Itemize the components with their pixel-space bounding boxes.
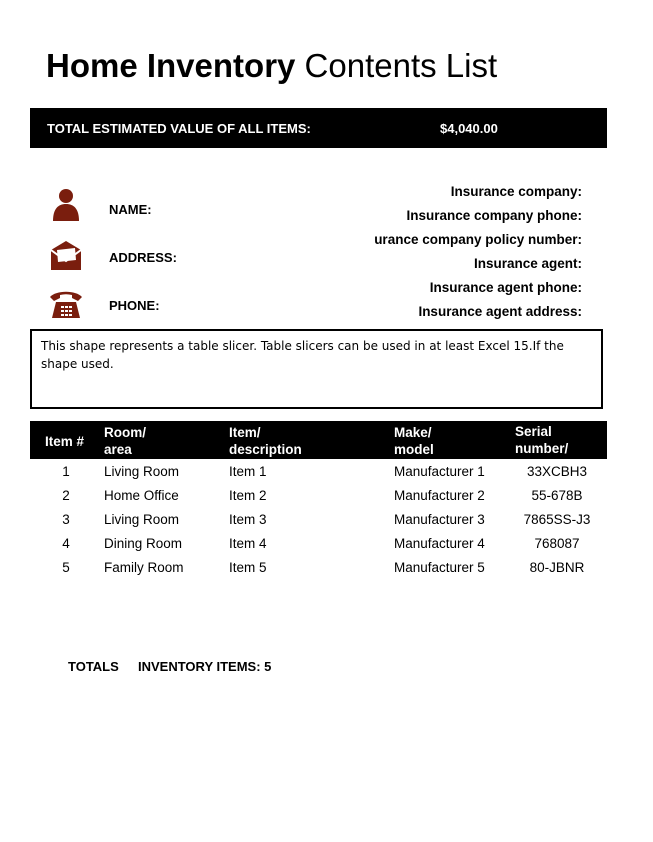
cell-item-description: Item 1 — [229, 464, 267, 479]
page-title — [46, 46, 497, 86]
insurance-agent-label: Insurance agent: — [473, 256, 582, 271]
title-normal: Contents List — [295, 47, 498, 84]
cell-make-model: Manufacturer 3 — [394, 512, 485, 527]
name-label: NAME: — [109, 202, 152, 217]
total-value-label: TOTAL ESTIMATED VALUE OF ALL ITEMS: — [47, 121, 311, 136]
total-value-bar — [30, 108, 607, 148]
header-room-line2: area — [104, 442, 132, 457]
cell-serial-number: 55-678B — [531, 488, 583, 503]
cell-item-description: Item 3 — [229, 512, 267, 527]
header-item-number — [45, 433, 84, 450]
cell-item-description: Item 2 — [229, 488, 267, 503]
table-slicer-placeholder: This shape represents a table slicer. Table slicers can be used in at least Excel 15.If the shape used. — [30, 329, 603, 409]
insurance-fields — [330, 182, 582, 326]
header-description-line2: description — [229, 442, 302, 457]
cell-room-area: Dining Room — [104, 536, 183, 551]
cell-item-description: Item 4 — [229, 536, 267, 551]
person-icon — [48, 187, 84, 223]
cell-make-model: Manufacturer 2 — [394, 488, 485, 503]
cell-item-number: 2 — [62, 488, 70, 503]
header-serial-number — [515, 423, 568, 457]
table-row — [30, 556, 607, 580]
telephone-icon — [48, 287, 84, 323]
total-value-amount: $4,040.00 — [440, 121, 498, 136]
cell-item-number: 3 — [62, 512, 70, 527]
inventory-items-total: INVENTORY ITEMS: 5 — [138, 659, 272, 674]
cell-serial-number: 80-JBNR — [529, 560, 585, 575]
cell-make-model: Manufacturer 5 — [394, 560, 485, 575]
cell-serial-number: 768087 — [534, 536, 580, 551]
insurance-company-phone-label: Insurance company phone: — [406, 208, 582, 223]
table-header — [30, 421, 607, 459]
header-item-number-text: Item # — [45, 434, 85, 449]
cell-item-number: 1 — [62, 464, 70, 479]
insurance-agent-address-label: Insurance agent address: — [418, 304, 582, 319]
insurance-agent-phone-label: Insurance agent phone: — [429, 280, 582, 295]
cell-room-area: Home Office — [104, 488, 179, 503]
header-make-line1: Make/ — [394, 425, 432, 440]
header-room-area — [104, 424, 146, 458]
table-row — [30, 484, 607, 508]
cell-item-number: 4 — [62, 536, 70, 551]
header-room-line1: Room/ — [104, 425, 146, 440]
table-row — [30, 532, 607, 556]
totals-label: TOTALS — [68, 659, 119, 674]
insurance-company-label: Insurance company: — [450, 184, 582, 199]
header-serial-line1: Serial — [515, 424, 552, 439]
header-make-model — [394, 424, 434, 458]
cell-room-area: Family Room — [104, 560, 184, 575]
cell-serial-number: 7865SS-J3 — [523, 512, 591, 527]
envelope-icon — [48, 238, 84, 274]
cell-room-area: Living Room — [104, 512, 180, 527]
cell-item-description: Item 5 — [229, 560, 267, 575]
header-serial-line2: number/ — [515, 441, 569, 456]
header-item-description — [229, 424, 302, 458]
phone-label: PHONE: — [109, 298, 160, 313]
cell-serial-number: 33XCBH3 — [526, 464, 588, 479]
address-label: ADDRESS: — [109, 250, 177, 265]
header-make-line2: model — [394, 442, 434, 457]
table-row — [30, 460, 607, 484]
insurance-policy-number-label: urance company policy number: — [374, 232, 582, 247]
cell-item-number: 5 — [62, 560, 70, 575]
cell-make-model: Manufacturer 4 — [394, 536, 485, 551]
cell-make-model: Manufacturer 1 — [394, 464, 485, 479]
header-description-line1: Item/ — [229, 425, 261, 440]
cell-room-area: Living Room — [104, 464, 180, 479]
title-bold: Home Inventory — [46, 47, 296, 84]
table-row — [30, 508, 607, 532]
